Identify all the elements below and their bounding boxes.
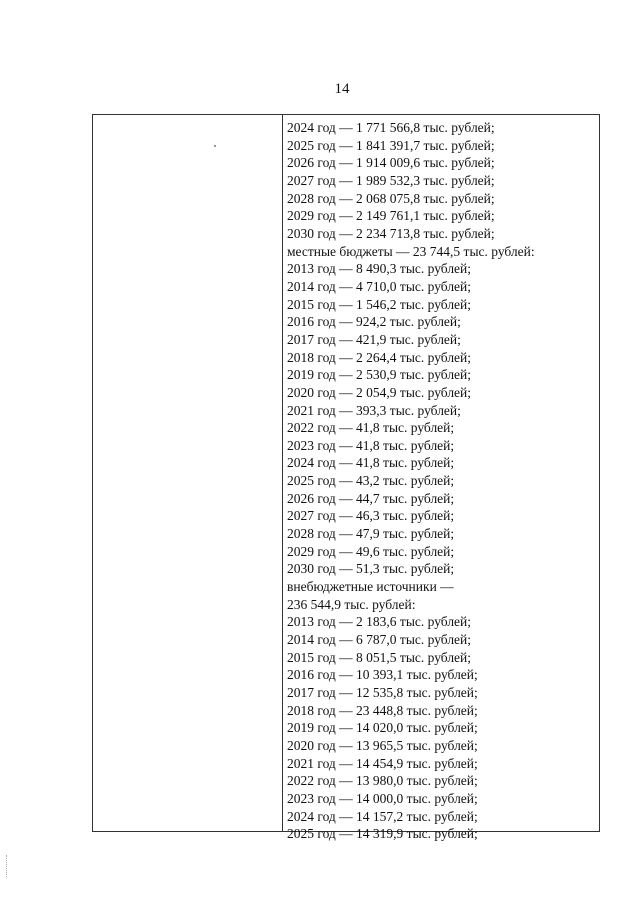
- text-line: 2013 год — 2 183,6 тыс. рублей;: [287, 614, 472, 630]
- text-line: 2026 год — 1 914 009,6 тыс. рублей;: [287, 155, 495, 171]
- text-line: 2022 год — 13 980,0 тыс. рублей;: [287, 773, 478, 789]
- text-line: 2024 год — 14 157,2 тыс. рублей;: [287, 808, 478, 824]
- text-line: 2029 год — 49,6 тыс. рублей;: [287, 543, 455, 559]
- text-line: 2019 год — 14 020,0 тыс. рублей;: [287, 720, 478, 736]
- text-line: 2020 год — 2 054,9 тыс. рублей;: [287, 384, 472, 400]
- text-line: 2024 год — 1 771 566,8 тыс. рублей;: [287, 120, 495, 135]
- text-line: 2023 год — 14 000,0 тыс. рублей;: [287, 790, 478, 806]
- section-heading-extrabudgetary-total: 236 544,9 тыс. рублей:: [287, 596, 416, 612]
- text-line: 2022 год — 41,8 тыс. рублей;: [287, 420, 455, 436]
- text-line: 2019 год — 2 530,9 тыс. рублей;: [287, 367, 472, 383]
- text-line: 2017 год — 12 535,8 тыс. рублей;: [287, 685, 478, 700]
- page-number: 14: [334, 81, 350, 97]
- text-line: 2027 год — 1 989 532,3 тыс. рублей;: [287, 172, 495, 188]
- text-line: 2024 год — 41,8 тыс. рублей;: [287, 455, 455, 471]
- text-line: 2025 год — 43,2 тыс. рублей;: [287, 473, 455, 489]
- text-line: 2025 год — 14 319,9 тыс. рублей;: [287, 826, 478, 842]
- text-line: 2015 год — 8 051,5 тыс. рублей;: [287, 649, 472, 665]
- text-line: 2027 год — 46,3 тыс. рублей;: [287, 508, 455, 524]
- table-left-cell: [93, 115, 282, 831]
- section-heading-local-budgets: местные бюджеты — 23 744,5 тыс. рублей:: [287, 243, 535, 259]
- text-line: 2030 год — 51,3 тыс. рублей;: [287, 561, 455, 577]
- text-line: 2018 год — 2 264,4 тыс. рублей;: [287, 349, 472, 365]
- scan-edge-marks: [6, 855, 10, 877]
- text-line: 2013 год — 8 490,3 тыс. рублей;: [287, 261, 472, 277]
- text-line: 2020 год — 13 965,5 тыс. рублей;: [287, 737, 478, 753]
- table-column-divider: [282, 115, 283, 831]
- text-line: 2026 год — 44,7 тыс. рублей;: [287, 490, 455, 506]
- text-line: 2014 год — 4 710,0 тыс. рублей;: [287, 278, 472, 294]
- text-line: 2014 год — 6 787,0 тыс. рублей;: [287, 632, 472, 648]
- text-line: 2030 год — 2 234 713,8 тыс. рублей;: [287, 225, 495, 241]
- text-line: 2021 год — 14 454,9 тыс. рублей;: [287, 755, 478, 771]
- scan-speck: [214, 145, 216, 147]
- text-line: 2025 год — 1 841 391,7 тыс. рублей;: [287, 137, 495, 153]
- text-line: 2017 год — 421,9 тыс. рублей;: [287, 331, 461, 347]
- text-line: 2028 год — 2 068 075,8 тыс. рублей;: [287, 190, 495, 206]
- text-line: 2028 год — 47,9 тыс. рублей;: [287, 526, 455, 542]
- table-right-cell: [287, 119, 595, 843]
- text-line: 2016 год — 924,2 тыс. рублей;: [287, 314, 461, 330]
- text-line: 2018 год — 23 448,8 тыс. рублей;: [287, 702, 478, 718]
- text-line: 2015 год — 1 546,2 тыс. рублей;: [287, 296, 472, 312]
- text-line: 2021 год — 393,3 тыс. рублей;: [287, 402, 461, 418]
- text-line: 2023 год — 41,8 тыс. рублей;: [287, 437, 455, 453]
- text-line: 2016 год — 10 393,1 тыс. рублей;: [287, 667, 478, 683]
- section-heading-extrabudgetary: внебюджетные источники —: [287, 579, 454, 595]
- text-line: 2029 год — 2 149 761,1 тыс. рублей;: [287, 208, 495, 224]
- funding-table: [92, 114, 600, 842]
